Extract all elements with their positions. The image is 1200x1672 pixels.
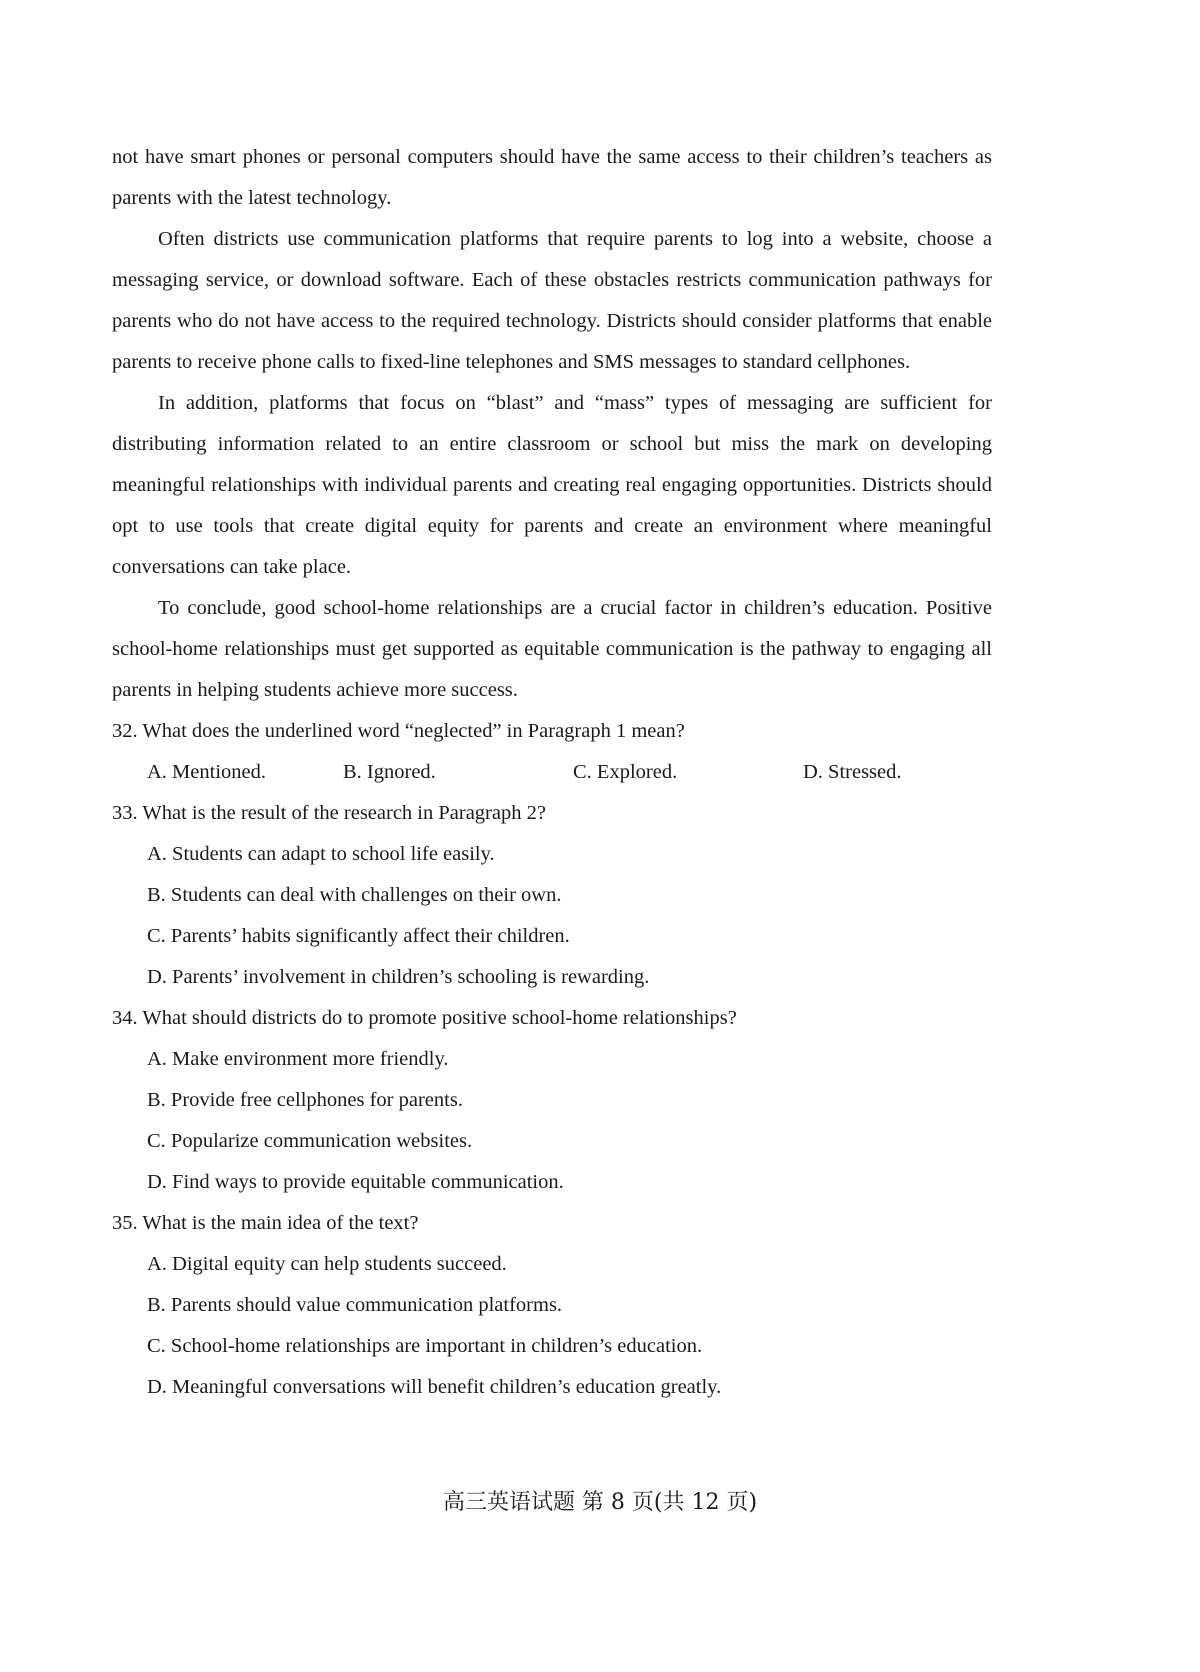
passage-paragraph-continued: not have smart phones or personal computers should have the same access to their children’s teachers as parents with the latest technology. (112, 146, 992, 209)
question-34 (112, 998, 992, 1203)
option-d: D. Find ways to provide equitable communication. (147, 1171, 564, 1193)
option-c: C. Popularize communication websites. (147, 1130, 473, 1152)
question-stem: 35. What is the main idea of the text? (112, 1212, 419, 1234)
question-stem: 34. What should districts do to promote positive school-home relationships? (112, 1007, 737, 1029)
passage-paragraph-conclusion: To conclude, good school-home relationships are a crucial factor in children’s education. Positive school-home relationships must get supported as equitable communication is the pathway to engaging all parents in helping students achieve more success. (112, 597, 992, 701)
option-a: A. Digital equity can help students succeed. (147, 1253, 507, 1275)
option-a: A. Students can adapt to school life easily. (147, 843, 495, 865)
option-b: B. Ignored. (343, 761, 436, 783)
option-a: A. Make environment more friendly. (147, 1048, 449, 1070)
passage-paragraph-messaging: In addition, platforms that focus on “blast” and “mass” types of messaging are sufficient for distributing information related to an entire classroom or school but miss the mark on developing meaningful relationships with individual parents and creating real engaging opportunities. Districts should opt to use tools that create digital equity for parents and create an environment where meaningful conversations can take place. (112, 392, 992, 578)
option-c: C. Explored. (573, 761, 678, 783)
option-c: C. Parents’ habits significantly affect their children. (147, 925, 570, 947)
question-33 (112, 793, 992, 998)
question-35 (112, 1203, 992, 1408)
question-stem: 33. What is the result of the research in Paragraph 2? (112, 802, 546, 824)
question-stem: 32. What does the underlined word “neglected” in Paragraph 1 mean? (112, 720, 685, 742)
question-32 (112, 711, 992, 793)
exam-page (112, 137, 992, 1408)
option-a: A. Mentioned. (147, 761, 266, 783)
option-b: B. Provide free cellphones for parents. (147, 1089, 463, 1111)
option-c: C. School-home relationships are important in children’s education. (147, 1335, 703, 1357)
option-d: D. Parents’ involvement in children’s schooling is rewarding. (147, 966, 650, 988)
option-b: B. Students can deal with challenges on their own. (147, 884, 562, 906)
passage-paragraph-platforms: Often districts use communication platforms that require parents to log into a website, choose a messaging service, or download software. Each of these obstacles restricts communication pathways for parents who do not have access to the required technology. Districts should consider platforms that enable parents to receive phone calls to fixed-line telephones and SMS messages to standard cellphones. (112, 228, 992, 373)
option-d: D. Meaningful conversations will benefit children’s education greatly. (147, 1376, 722, 1398)
option-b: B. Parents should value communication platforms. (147, 1294, 563, 1316)
page-footer: 高三英语试题 第 8 页(共 12 页) (442, 1490, 758, 1515)
option-d: D. Stressed. (803, 761, 902, 783)
options-row (147, 752, 992, 793)
